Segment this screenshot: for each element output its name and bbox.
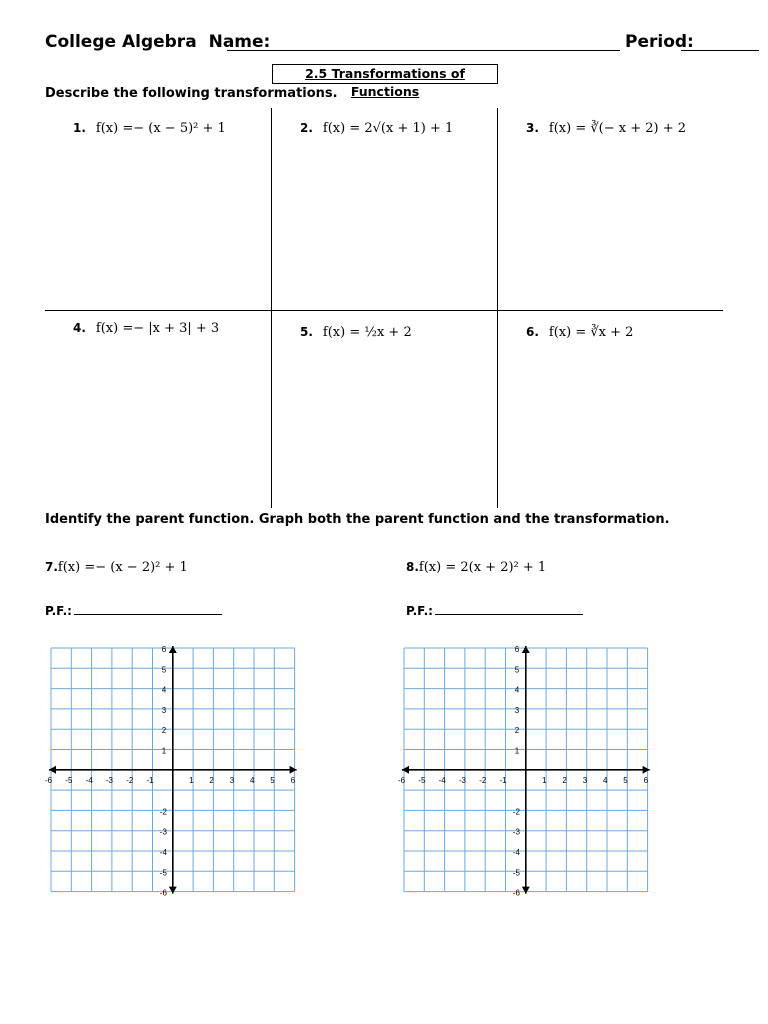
x-tick-label: 3 [582, 775, 588, 785]
x-tick-label: -5 [418, 775, 426, 785]
section2-instruction: Identify the parent function. Graph both the parent function and the transformation. [45, 512, 670, 527]
problem-3 [526, 120, 686, 136]
worksheet-header [45, 30, 717, 58]
x-tick-label: -6 [398, 775, 406, 785]
grid-divider-v2 [497, 108, 498, 508]
x-tick-label: 1 [189, 775, 194, 785]
x-axis-arrow-right [290, 766, 297, 774]
y-tick-label: -5 [512, 868, 520, 878]
y-tick-label: 3 [514, 705, 520, 715]
problem-5 [300, 324, 412, 340]
x-tick-label: -3 [458, 775, 467, 785]
y-axis-arrow-up [522, 646, 530, 653]
y-tick-label: 6 [161, 645, 167, 654]
name-label: Name: [208, 32, 271, 52]
problem-expression: f(x) = ∛(− x + 2) + 2 [548, 121, 687, 136]
problem-expression: f(x) =− (x − 2)² + 1 [57, 560, 188, 575]
course-name: College Algebra [45, 32, 197, 52]
x-tick-label: 5 [270, 775, 275, 785]
x-tick-label: 3 [229, 775, 235, 785]
grid-divider-h [45, 310, 723, 311]
x-tick-label: -1 [146, 775, 154, 785]
y-axis-arrow-down [169, 887, 177, 894]
y-tick-label: -6 [512, 888, 520, 898]
x-tick-label: 4 [603, 775, 608, 785]
y-tick-label: -5 [159, 868, 167, 878]
problem-number: 8. [406, 560, 419, 574]
name-field[interactable] [227, 50, 620, 51]
period-field[interactable] [681, 50, 759, 51]
problem-4 [73, 320, 219, 336]
x-tick-label: 6 [290, 775, 296, 785]
parent-function-7 [45, 604, 222, 618]
x-tick-label: 2 [209, 775, 214, 785]
x-tick-label: 2 [562, 775, 567, 785]
x-tick-label: -1 [499, 775, 507, 785]
period-label: Period: [625, 32, 694, 52]
y-tick-label: -4 [159, 848, 167, 857]
problem-expression: f(x) = ∛x + 2 [548, 325, 634, 340]
y-axis-arrow-up [169, 646, 177, 653]
y-tick-label: 4 [514, 685, 520, 695]
worksheet-title: 2.5 Transformations of Functions [272, 64, 498, 84]
pf-label: P.F.: [45, 604, 72, 618]
y-tick-label: -2 [512, 807, 520, 817]
problem-number: 4. [73, 321, 86, 335]
pf-answer-field[interactable] [74, 604, 222, 615]
problem-2 [300, 120, 453, 136]
x-tick-label: -2 [126, 775, 134, 785]
y-tick-label: 5 [514, 665, 520, 675]
y-tick-label: 3 [161, 705, 167, 715]
x-tick-label: -6 [45, 775, 53, 785]
pf-answer-field[interactable] [435, 604, 583, 615]
pf-label: P.F.: [406, 604, 433, 618]
section1-instruction: Describe the following transformations. [45, 86, 338, 101]
y-tick-label: -3 [159, 827, 167, 837]
problem-6 [526, 324, 633, 340]
coordinate-grid-7[interactable] [45, 640, 301, 906]
coordinate-grid-8[interactable] [398, 640, 654, 906]
problem-number: 6. [526, 325, 539, 339]
x-tick-label: 1 [542, 775, 547, 785]
problem-number: 5. [300, 325, 313, 339]
x-tick-label: 4 [250, 775, 255, 785]
problem-expression: f(x) = 2√(x + 1) + 1 [322, 121, 454, 136]
problem-number: 3. [526, 121, 539, 135]
x-tick-label: -4 [438, 775, 446, 785]
y-tick-label: 4 [161, 685, 167, 695]
x-axis-arrow-left [402, 766, 409, 774]
grid-divider-v1 [271, 108, 272, 508]
problem-expression: f(x) =− |x + 3| + 3 [95, 321, 220, 336]
problem-number: 1. [73, 121, 86, 135]
problem-1 [73, 120, 226, 136]
y-tick-label: -4 [512, 848, 520, 857]
y-tick-label: 2 [161, 726, 167, 736]
y-tick-label: 1 [161, 746, 167, 756]
problem-number: 2. [300, 121, 313, 135]
problem-grid [45, 108, 723, 508]
problem-expression: f(x) = 2(x + 2)² + 1 [418, 560, 547, 575]
y-tick-label: -2 [159, 807, 167, 817]
graph-problem-8 [406, 559, 546, 575]
y-tick-label: 5 [161, 665, 167, 675]
y-tick-label: 2 [514, 726, 520, 736]
problem-number: 7. [45, 560, 58, 574]
y-tick-label: -3 [512, 827, 520, 837]
x-tick-label: 6 [643, 775, 649, 785]
x-tick-label: -5 [65, 775, 73, 785]
y-axis-arrow-down [522, 887, 530, 894]
x-tick-label: -4 [85, 775, 93, 785]
course-title [45, 32, 270, 52]
x-tick-label: 5 [623, 775, 628, 785]
x-axis-arrow-left [49, 766, 56, 774]
graph-problem-7 [45, 559, 188, 575]
y-tick-label: 6 [514, 645, 520, 654]
problem-expression: f(x) = ½x + 2 [322, 325, 412, 340]
x-axis-arrow-right [643, 766, 650, 774]
x-tick-label: -2 [479, 775, 487, 785]
y-tick-label: -6 [159, 888, 167, 898]
y-tick-label: 1 [514, 746, 520, 756]
x-tick-label: -3 [105, 775, 114, 785]
problem-expression: f(x) =− (x − 5)² + 1 [95, 121, 226, 136]
parent-function-8 [406, 604, 583, 618]
